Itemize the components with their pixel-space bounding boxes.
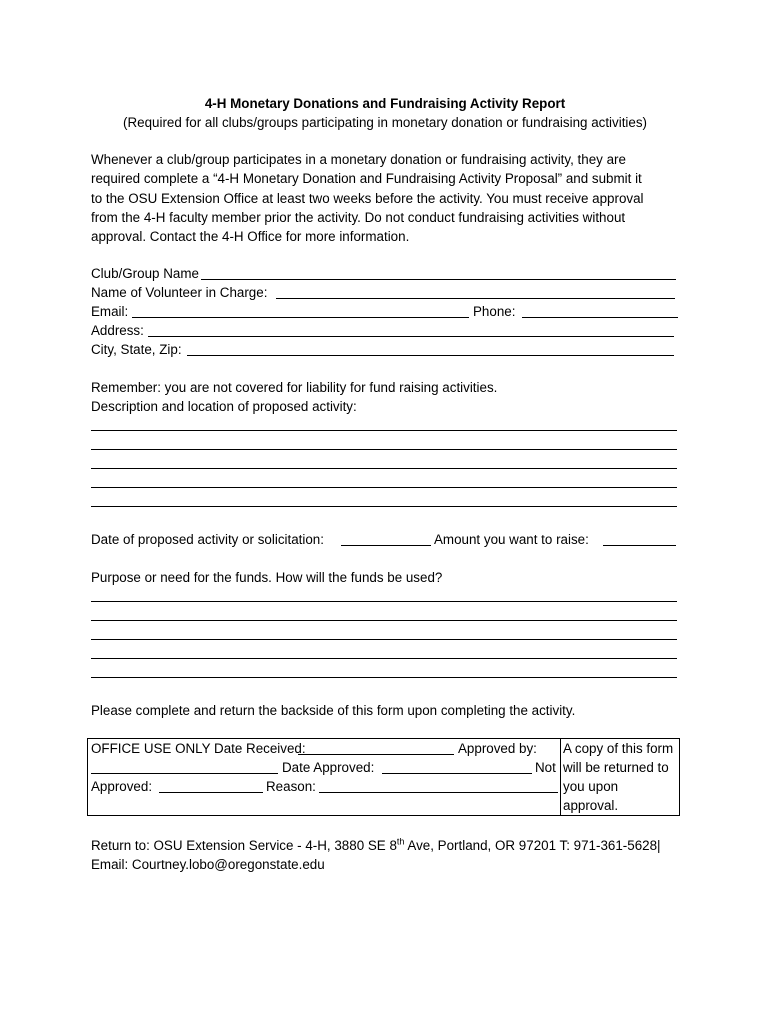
city-state-zip-label: City, State, Zip: (91, 342, 182, 357)
description-line[interactable] (91, 487, 677, 488)
date-field[interactable] (341, 545, 431, 546)
purpose-line[interactable] (91, 620, 677, 621)
copy-note-line: A copy of this form (563, 741, 674, 756)
reason-field[interactable] (319, 792, 558, 793)
copy-note-line: will be returned to (563, 760, 669, 775)
approved-by-label: Approved by: (458, 741, 537, 756)
approved-by-field[interactable] (91, 773, 278, 774)
description-line[interactable] (91, 506, 677, 507)
address-label: Address: (91, 323, 144, 338)
form-title: 4-H Monetary Donations and Fundraising Activity Report (204, 96, 566, 111)
description-label: Description and location of proposed activity: (91, 399, 357, 414)
description-line[interactable] (91, 430, 677, 431)
phone-label: Phone: (473, 304, 516, 319)
description-line[interactable] (91, 449, 677, 450)
purpose-line[interactable] (91, 677, 677, 678)
purpose-line[interactable] (91, 601, 677, 602)
purpose-line[interactable] (91, 639, 677, 640)
return-suffix: Ave, Portland, OR 97201 T: 971-361-5628| (404, 838, 661, 853)
email-label: Email: (91, 304, 129, 319)
date-approved-label: Date Approved: (282, 760, 375, 775)
purpose-line[interactable] (91, 658, 677, 659)
not-label: Not (535, 760, 556, 775)
intro-line: approval. Contact the 4-H Office for more information. (91, 229, 410, 245)
date-received-field[interactable] (298, 754, 454, 755)
club-group-name-label: Club/Group Name (91, 266, 199, 281)
ordinal-suffix: th (396, 836, 405, 847)
date-received-label: OFFICE USE ONLY Date Received: (91, 741, 306, 756)
return-prefix: Return to: OSU Extension Service - 4-H, 3880 SE 8 (91, 838, 397, 853)
return-address (91, 836, 661, 855)
form-subtitle: (Required for all clubs/groups participating in monetary donation or fundraising activities) (123, 115, 647, 130)
complete-note: Please complete and return the backside of this form upon completing the activity. (91, 703, 576, 718)
date-label: Date of proposed activity or solicitation: (91, 532, 324, 547)
reason-label: Reason: (266, 779, 316, 794)
not-approved-field[interactable] (159, 792, 263, 793)
intro-paragraph (91, 150, 691, 246)
office-box-divider (560, 738, 561, 816)
copy-note-line: you upon (563, 779, 619, 794)
volunteer-name-label: Name of Volunteer in Charge: (91, 285, 268, 300)
city-state-zip-field[interactable] (187, 355, 674, 356)
approved-label: Approved: (91, 779, 153, 794)
volunteer-name-field[interactable] (276, 298, 675, 299)
intro-line: required complete a “4-H Monetary Donation and Fundraising Activity Proposal” and submit it (91, 171, 642, 187)
intro-line: Whenever a club/group participates in a monetary donation or fundraising activity, they are (91, 152, 626, 167)
amount-field[interactable] (603, 545, 676, 546)
description-line[interactable] (91, 468, 677, 469)
intro-line: from the 4-H faculty member prior the activity. Do not conduct fundraising activities without (91, 209, 626, 225)
email-field[interactable] (132, 317, 469, 318)
phone-field[interactable] (522, 317, 678, 318)
copy-note-line: approval. (563, 798, 619, 813)
address-field[interactable] (148, 336, 674, 337)
intro-line: to the OSU Extension Office at least two weeks before the activity. You must receive approval (91, 190, 644, 206)
contact-email[interactable]: Email: Courtney.lobo@oregonstate.edu (91, 857, 325, 872)
date-approved-field[interactable] (382, 773, 532, 774)
purpose-label: Purpose or need for the funds. How will the funds be used? (91, 570, 443, 585)
liability-reminder: Remember: you are not covered for liability for fund raising activities. (91, 380, 498, 395)
amount-label: Amount you want to raise: (434, 532, 589, 547)
club-group-name-field[interactable] (201, 279, 676, 280)
